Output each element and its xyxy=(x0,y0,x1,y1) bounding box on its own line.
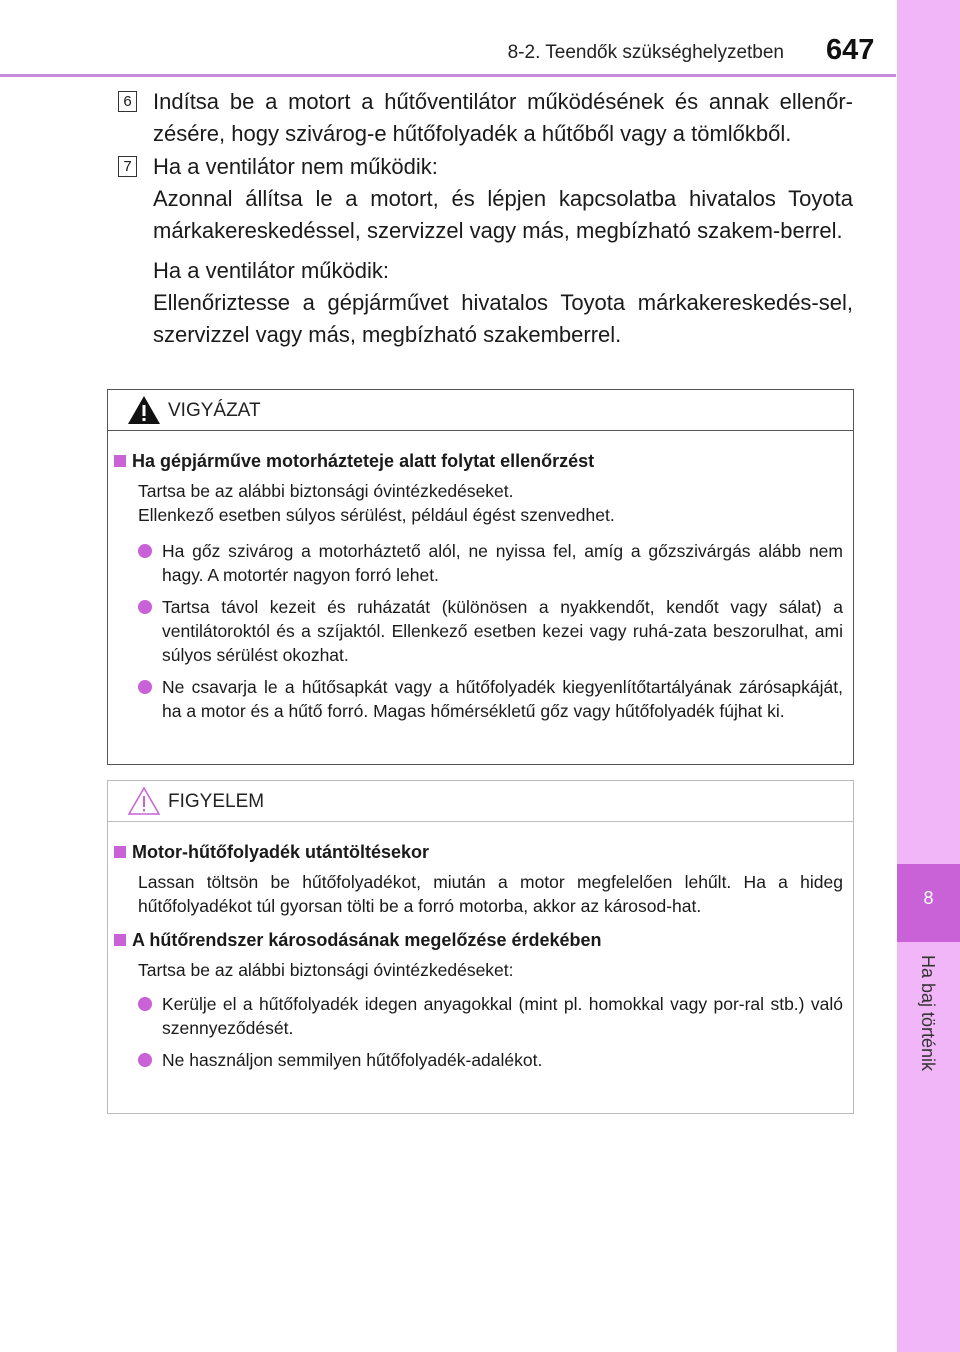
step-7 xyxy=(118,151,853,351)
chapter-number-tab: 8 xyxy=(897,864,960,942)
header-rule xyxy=(0,74,896,77)
notice-section-title: Motor-hűtőfolyadék utántöltésekor xyxy=(114,840,843,864)
notice-box-header xyxy=(108,781,853,822)
section-square-icon xyxy=(114,846,126,858)
step-6 xyxy=(118,86,853,150)
warning-box-body xyxy=(108,431,853,737)
notice-section-intro: Tartsa be az alábbi biztonsági óvintézkedéseket: xyxy=(138,960,514,980)
warning-section-title: Ha gépjárműve motorházteteje alatt folytat ellenőrzést xyxy=(114,449,843,473)
notice-section-text: Lassan töltsön be hűtőfolyadékot, miután a motor megfelelően lehűlt. Ha a hideg hűtőfolyadékot túl gyorsan tölti be a forró motorba, akkor az károsod-hat. xyxy=(138,872,843,916)
bullet-dot-icon xyxy=(138,600,152,614)
bullet-dot-icon xyxy=(138,680,152,694)
notice-section-title: A hűtőrendszer károsodásának megelőzése érdekében xyxy=(114,928,843,952)
section-square-icon xyxy=(114,455,126,467)
step-paragraph: Ellenőriztesse a gépjárművet hivatalos Toyota márkakereskedés-sel, szervizzel vagy más, megbízható szakemberrel. xyxy=(153,290,853,347)
chapter-title: Ha baj történik xyxy=(918,955,938,1072)
bullet-dot-icon xyxy=(138,997,152,1011)
warning-box xyxy=(107,389,854,765)
step-paragraph: Ha a ventilátor működik: xyxy=(153,258,389,283)
page-number: 647 xyxy=(826,34,875,66)
warning-bullet: Ha gőz szivárog a motorháztető alól, ne nyissa fel, amíg a gőzszivárgás alább nem hagy. A motortér nagyon forró lehet. xyxy=(138,539,843,587)
notice-box xyxy=(107,780,854,1114)
section-square-icon xyxy=(114,934,126,946)
warning-bullet: Ne csavarja le a hűtősapkát vagy a hűtőfolyadék kiegyenlítőtartályának zárósapkáját, ha a motor és a hűtő forró. Magas hőmérsékletű gőz vagy hűtőfolyadék fújhat ki. xyxy=(138,675,843,723)
bullet-dot-icon xyxy=(138,1053,152,1067)
step-paragraph: Ha a ventilátor nem működik: xyxy=(153,154,438,179)
warning-box-header xyxy=(108,390,853,431)
step-number: 6 xyxy=(118,91,137,112)
step-paragraph: Azonnal állítsa le a motort, és lépjen kapcsolatba hivatalos Toyota márkakereskedéssel, szervizzel vagy más, megbízható szakem-berrel. xyxy=(153,186,853,243)
step-text xyxy=(153,151,853,351)
notice-box-body xyxy=(108,822,853,1086)
warning-intro: Tartsa be az alábbi biztonsági óvintézkedéseket. xyxy=(138,481,514,501)
notice-label: FIGYELEM xyxy=(168,791,265,812)
section-title: 8-2. Teendők szükséghelyzetben xyxy=(507,42,784,63)
caution-triangle-outline-icon xyxy=(126,785,162,817)
warning-intro-2: Ellenkező esetben súlyos sérülést, például égést szenvedhet. xyxy=(138,505,615,525)
chapter-side-tab xyxy=(897,0,960,1352)
notice-bullet: Ne használjon semmilyen hűtőfolyadék-adalékot. xyxy=(138,1048,843,1072)
step-paragraph: Indítsa be a motort a hűtőventilátor működésének és annak ellenőr-zésére, hogy szivárog-e hűtőfolyadék a hűtőből vagy a tömlőkből. xyxy=(153,89,853,146)
step-text xyxy=(153,86,853,150)
step-number: 7 xyxy=(118,156,137,177)
warning-bullet: Tartsa távol kezeit és ruházatát (különösen a nyakkendőt, kendőt vagy sálat) a ventilátoroktól és a szíjaktól. Ellenkező esetben kezei vagy ruhá-zata beszorulhat, ami súlyos sérülést okozhat. xyxy=(138,595,843,667)
warning-triangle-icon xyxy=(126,394,162,426)
bullet-dot-icon xyxy=(138,544,152,558)
notice-bullet: Kerülje el a hűtőfolyadék idegen anyagokkal (mint pl. homokkal vagy por-ral stb.) való szennyeződését. xyxy=(138,992,843,1040)
warning-label: VIGYÁZAT xyxy=(168,400,261,421)
